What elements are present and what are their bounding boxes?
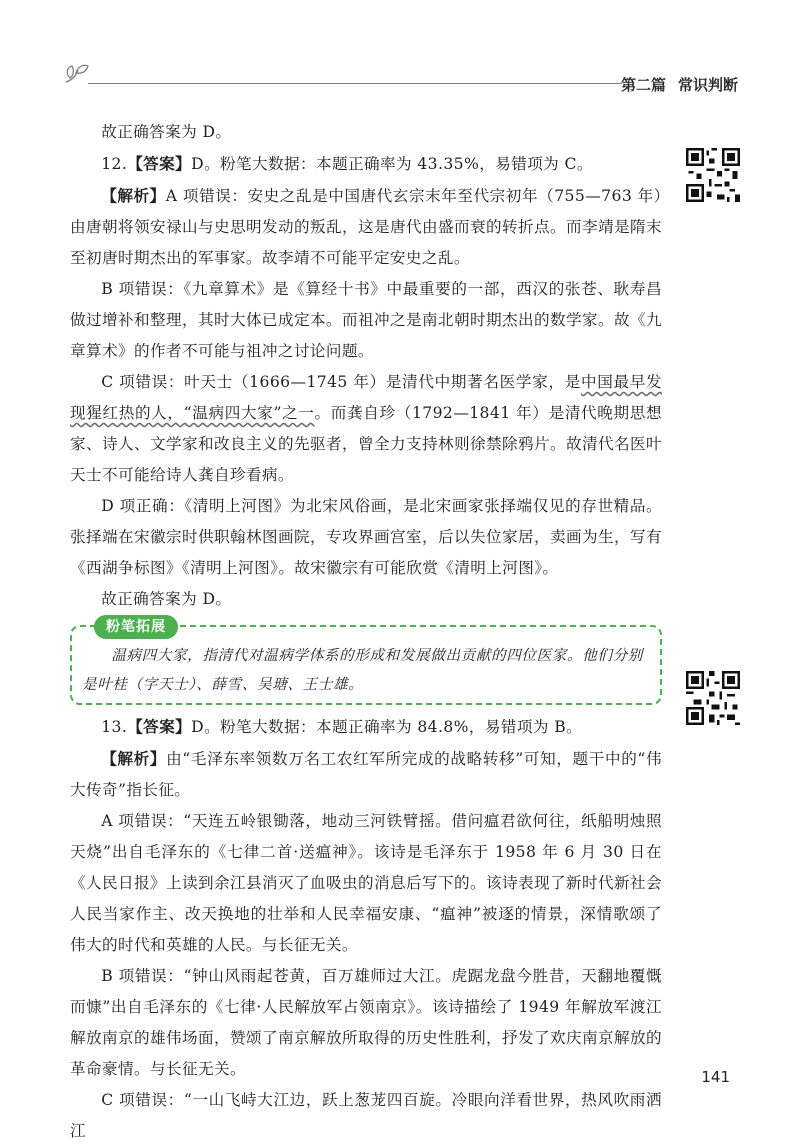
question-number: 13. <box>101 718 128 736</box>
option-c-text: C 项错误：叶天士（1666—1745 年）是清代中期著名医学家，是 <box>101 373 581 391</box>
header-rule <box>88 83 622 84</box>
question-number: 12. <box>101 155 128 173</box>
option-c-analysis <box>70 367 662 491</box>
analysis-text: A 项错误：安史之乱是中国唐代玄宗末年至代宗初年（755—763 年）由唐朝将领安禄山与史思明发动的叛乱，这是唐代由盛而衰的转折点。而李靖是隋末至初唐时期杰出的军事家。故李靖不可能平定安史之乱。 <box>70 187 662 267</box>
extension-box <box>70 619 662 705</box>
answer-text: D。粉笔大数据：本题正确率为 43.35%，易错项为 C。 <box>191 155 593 173</box>
option-b-analysis: B 项错误：《九章算术》是《算经十书》中最重要的一部，西汉的张苍、耿寿昌做过增补和整理，其时大体已成定本。而祖冲之是南北朝时期杰出的数学家。故《九章算术》的作者不可能与祖冲之讨论问题。 <box>70 280 662 360</box>
running-header <box>609 74 738 95</box>
question-13-answer <box>70 711 662 743</box>
conclusion: 故正确答案为 D。 <box>101 123 232 141</box>
extension-text: 温病四大家，指清代对温病学体系的形成和发展做出贡献的四位医家。他们分别是叶桂（字天士）、薛雪、吴瑭、王士雄。 <box>82 647 643 693</box>
option-c-text-rest: 。而龚自珍（1792—1841 年）是清代晚期思想家、诗人、文学家和改良主义的先驱者，曾全力支持林则徐禁除鸦片。故清代名医叶天士不可能给诗人龚自珍看病。 <box>70 404 662 484</box>
option-a-analysis: A 项错误：“天连五岭银锄落，地动三河铁臂摇。借问瘟君欲何往，纸船明烛照天烧”出自毛泽东的《七律二首·送瘟神》。该诗是毛泽东于 1958 年 6 月 30 日在《人民日报》上读到余江县消灭了血吸虫的消息后写下的。该诗表现了新时代新社会人民当家作主、改天换地的壮举和人民幸福安康、“瘟神”被逐的情景，深情歌颂了伟大的时代和英雄的人民。与长征无关。 <box>70 812 662 954</box>
question-12-analysis <box>70 180 662 274</box>
conclusion: 故正确答案为 D。 <box>101 590 232 608</box>
answer-tag: 【答案】 <box>127 717 192 736</box>
qr-code-icon[interactable] <box>686 148 740 202</box>
answer-text: D。粉笔大数据：本题正确率为 84.8%，易错项为 B。 <box>191 718 583 736</box>
option-b-analysis: B 项错误：“钟山风雨起苍黄，百万雄师过大江。虎踞龙盘今胜昔，天翻地覆慨而慷”出自毛泽东的《七律·人民解放军占领南京》。该诗描绘了 1949 年解放军渡江解放南京的雄伟场面，赞颂了南京解放所取得的历史性胜利，抒发了欢庆南京解放的革命豪情。与长征无关。 <box>70 967 662 1078</box>
highlighted-fact: 中国最早发现猩红热的人，“温病四大家”之一 <box>70 373 662 422</box>
answer-tag: 【答案】 <box>127 154 192 173</box>
answer-content <box>70 117 662 1147</box>
page-number: 141 <box>701 1068 730 1086</box>
option-c-analysis: C 项错误：“一山飞峙大江边，跃上葱茏四百旋。冷眼向洋看世界，热风吹雨洒江 <box>70 1091 662 1140</box>
option-d-analysis: D 项正确：《清明上河图》为北宋风俗画，是北宋画家张择端仅见的存世精品。张择端在宋徽宗时供职翰林图画院，专攻界画宫室，后以失位家居，卖画为生，写有《西湖争标图》《清明上河图》。故宋徽宗有可能欣赏《清明上河图》。 <box>70 497 662 577</box>
analysis-tag: 【解析】 <box>101 749 167 768</box>
header-section: 常识判断 <box>677 76 738 94</box>
qr-code-icon[interactable] <box>686 671 740 725</box>
header-part: 第二篇 <box>620 76 666 94</box>
question-13-analysis <box>70 743 662 806</box>
analysis-text: 由“毛泽东率领数万名工农红军所完成的战略转移”可知，题干中的“伟大传奇”指长征。 <box>70 750 663 799</box>
analysis-tag: 【解析】 <box>101 186 166 205</box>
question-12-answer <box>70 148 662 180</box>
extension-label: 粉笔拓展 <box>94 615 178 639</box>
